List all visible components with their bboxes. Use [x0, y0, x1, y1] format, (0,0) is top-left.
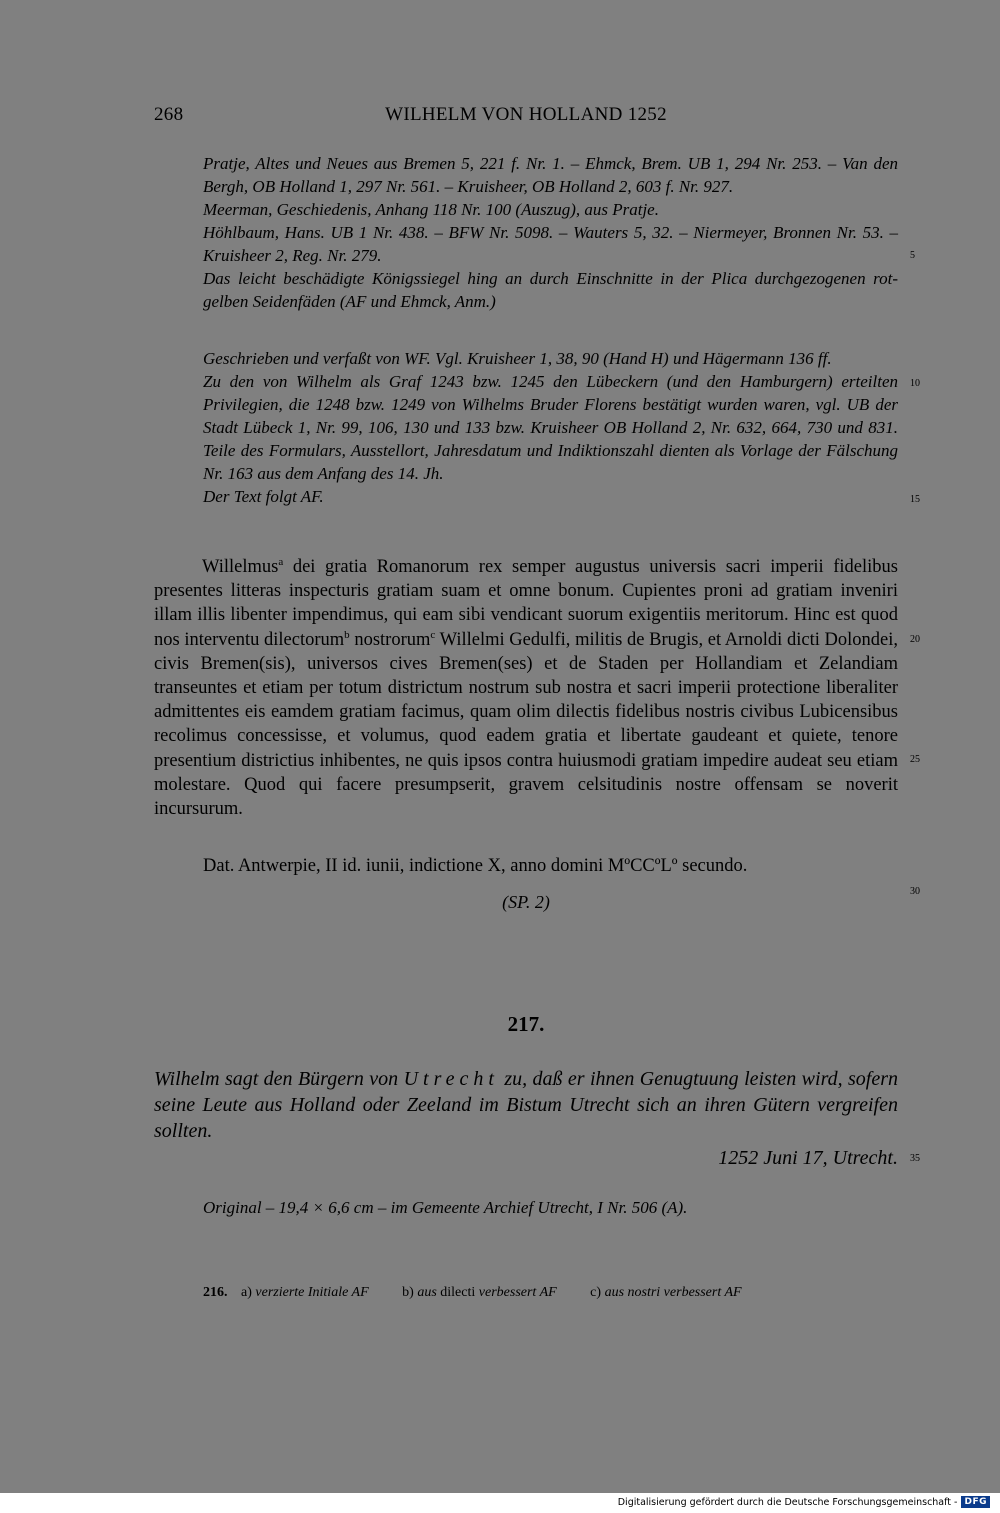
charter-number: 217.: [507, 1012, 545, 1036]
footnote-text: verzierte Initiale AF: [255, 1285, 369, 1300]
footnote-letter: b): [402, 1285, 414, 1300]
credit-text: Digitalisierung gefördert durch die Deutsche Forschungsgemeinschaft -: [617, 1496, 958, 1508]
page-number: 268: [154, 104, 184, 125]
footnote-marker-a: a: [278, 555, 284, 568]
line-number: 5: [910, 250, 915, 261]
footnotes: [203, 1285, 772, 1301]
footnote-a: [241, 1285, 372, 1300]
seal-note: (SP. 2): [502, 892, 550, 912]
charter-text-part: Willelmus: [202, 557, 279, 577]
line-number: 15: [910, 494, 920, 505]
running-title: WILHELM VON HOLLAND 1252: [385, 104, 667, 125]
digitization-credit: [618, 1496, 990, 1508]
line-number: 30: [910, 886, 920, 897]
line-number: 10: [910, 378, 920, 389]
charter-text-part: nostrorum: [349, 629, 431, 650]
line-number: 20: [910, 634, 920, 645]
footnote-c: [590, 1285, 741, 1300]
regest-text: Wilhelm sagt den Bürgern von: [154, 1068, 404, 1090]
regest-date: 1252 Juni 17, Utrecht.: [718, 1147, 898, 1169]
footnote-marker-c: c: [430, 628, 436, 641]
footnote-charter-number: 216.: [203, 1285, 228, 1300]
charter-text: [154, 555, 898, 821]
dating-clause: Dat. Antwerpie, II id. iunii, indictione X, anno domini MºCCºLº secundo.: [203, 856, 748, 876]
footnote-text: aus: [417, 1285, 437, 1300]
charter-text-part: dei gratia Romanorum rex semper augustus universis sacri imperii fidelibus presentes litteras inspecturis gratiam suam et omne bonum. Cupientes proni ad gratiam inveniri illam illis libenter impendimus, qui eam sibi vendicant suorum exigentiis meritorum. Hinc est quod nos interventu dilectorum: [154, 557, 898, 650]
line-number: 35: [910, 1153, 920, 1164]
footnote-word: dilecti: [440, 1285, 476, 1300]
commentary-apparatus: [203, 347, 898, 508]
line-number: 25: [910, 754, 920, 765]
seal-description: Das leicht beschädigte Königssiegel hing an durch Einschnitte in der Plica durchgezogenen rot-gelben Seidenfäden (AF und Ehmck, Anm.): [203, 269, 898, 311]
page-header: [154, 100, 898, 130]
footnote-text: verbessert AF: [478, 1285, 557, 1300]
regest-place: Utrecht: [403, 1068, 499, 1090]
sources-editions: Pratje, Altes und Neues aus Bremen 5, 221 f. Nr. 1. – Ehmck, Brem. UB 1, 294 Nr. 253. – Van den Bergh, OB Holland 1, 297 Nr. 561. – Kruisheer, OB Holland 2, 603 f. Nr. 927.: [203, 154, 898, 196]
sources-excerpt: Meerman, Geschiedenis, Anhang 118 Nr. 100 (Auszug), aus Pratje.: [203, 200, 659, 219]
original-description: Original – 19,4 × 6,6 cm – im Gemeente Archief Utrecht, I Nr. 506 (A).: [203, 1198, 688, 1217]
regest: [154, 1066, 898, 1144]
charter-text-part: Willelmi Gedulfi, militis de Brugis, et Arnoldi dicti Dolondei, civis Bremen(sis), universos cives Bremen(ses) et de Staden per Hollandiam et Zelandiam transeuntes et etiam per totum districtum nostrum sub nostra et sacri imperii protectione liberaliter admittentes eis eamdem gratiam facimus, quam olim dilectis fidelibus nostris civibus Lubicensibus recolimus concessisse, et volumus, quod eadem gratia et libertate gaudeant et quiete, tenore presentium districtius inhibentes, ne quis ipsos contra huiusmodi gratiam impedire audeat seu etiam molestare. Quod qui facere presumpserit, gravem celsitudinis nostre offensam se noverit incursurum.: [154, 629, 898, 820]
sources-apparatus: [203, 152, 898, 313]
commentary-privileges: Zu den von Wilhelm als Graf 1243 bzw. 1245 den Lübeckern (und den Hamburgern) erteilten Privilegien, die 1248 bzw. 1249 von Wilhelms Bruder Florens bestätigt wurden waren, vgl. UB der Stadt Lübeck 1, Nr. 99, 106, 130 und 133 bzw. Kruisheer OB Holland 2, Nr. 632, 664, 730 und 831. Teile des Formulars, Ausstellort, Jahresdatum und Indiktionszahl dienten als Vorlage der Fälschung Nr. 163 aus dem Anfang des 14. Jh.: [203, 372, 898, 483]
regest-text: zu, daß er ihnen Genugtuung leisten wird, sofern seine Leute aus Holland oder Zeeland im Bistum Utrecht sich an ihren Gütern vergreifen sollten.: [154, 1068, 899, 1142]
footnote-letter: c): [590, 1285, 602, 1300]
sources-regests: Höhlbaum, Hans. UB 1 Nr. 438. – BFW Nr. 5098. – Wauters 5, 32. – Niermeyer, Bronnen Nr. 53. – Kruisheer 2, Reg. Nr. 279.: [203, 223, 898, 265]
commentary-scribe: Geschrieben und verfaßt von WF. Vgl. Kruisheer 1, 38, 90 (Hand H) und Hägermann 136 ff.: [203, 349, 832, 368]
dfg-logo-icon: DFG: [961, 1496, 990, 1508]
footnote-text: aus nostri verbessert AF: [604, 1285, 742, 1300]
footnote-b: [402, 1285, 560, 1300]
footnote-letter: a): [241, 1285, 252, 1300]
commentary-text-basis: Der Text folgt AF.: [203, 487, 324, 506]
footnote-marker-b: b: [344, 628, 350, 641]
